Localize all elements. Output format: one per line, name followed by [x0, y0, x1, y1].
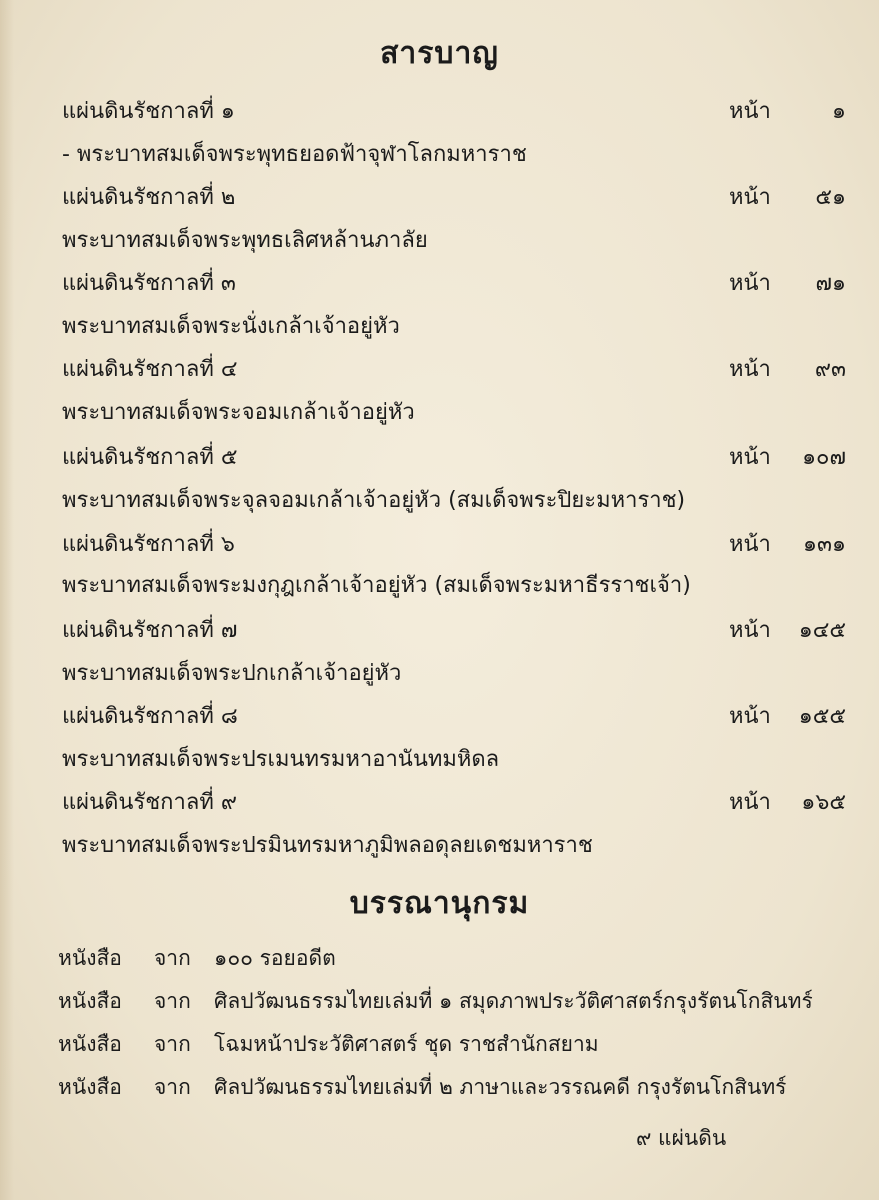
page-number: ๑๓๑ — [803, 532, 846, 557]
page-word: หน้า — [729, 271, 771, 296]
page-number: ๑๕๕ — [798, 704, 846, 729]
source-label: หนังสือ — [58, 1032, 122, 1056]
bibliography-title: บรรณานุกรม — [349, 886, 530, 921]
toc-entry-reign-5 — [62, 438, 846, 478]
page-word: หน้า — [729, 790, 771, 815]
page-number: ๙๓ — [814, 357, 846, 382]
king-name-3: พระบาทสมเด็จพระนั่งเกล้าเจ้าอยู่หัว — [62, 314, 400, 339]
from-label: จาก — [154, 946, 191, 970]
king-name-8: พระบาทสมเด็จพระปรเมนทรมหาอานันทมหิดล — [62, 747, 500, 772]
reign-label: แผ่นดินรัชกาลที่ ๗ — [62, 618, 238, 643]
page-word: หน้า — [729, 445, 771, 470]
toc-entry-reign-3 — [62, 264, 846, 304]
page-number: ๗๑ — [815, 271, 846, 296]
from-label: จาก — [154, 1075, 191, 1099]
bibliography-entry-2 — [58, 981, 858, 1021]
bibliography-entry-1 — [58, 938, 858, 978]
page-number: ๑ — [832, 99, 846, 124]
toc-entry-reign-7 — [62, 611, 846, 651]
bibliography-entry-4 — [58, 1067, 858, 1107]
from-label: จาก — [154, 1032, 191, 1056]
page-word: หน้า — [729, 532, 771, 557]
king-name-9: พระบาทสมเด็จพระปรมินทรมหาภูมิพลอดุลยเดชมหาราช — [62, 833, 593, 858]
page-edge-shadow — [0, 0, 14, 1200]
page-word: หน้า — [729, 704, 771, 729]
source-label: หนังสือ — [58, 989, 122, 1013]
page-word: หน้า — [729, 99, 771, 124]
bibliography-entry-3 — [58, 1024, 858, 1064]
from-label: จาก — [154, 989, 191, 1013]
toc-title: สารบาญ — [380, 36, 499, 71]
toc-entry-reign-2 — [62, 178, 846, 218]
toc-entry-reign-8 — [62, 697, 846, 737]
page-footer: ๙ แผ่นดิน — [636, 1126, 727, 1150]
king-name-4: พระบาทสมเด็จพระจอมเกล้าเจ้าอยู่หัว — [62, 400, 415, 425]
page-word: หน้า — [729, 185, 771, 210]
reign-label: แผ่นดินรัชกาลที่ ๖ — [62, 532, 235, 557]
reign-label: แผ่นดินรัชกาลที่ ๓ — [62, 271, 236, 296]
book-title: ๑๐๐ รอยอดีต — [214, 946, 336, 970]
page-number: ๕๑ — [815, 185, 846, 210]
source-label: หนังสือ — [58, 946, 122, 970]
page-word: หน้า — [729, 357, 771, 382]
king-name-7: พระบาทสมเด็จพระปกเกล้าเจ้าอยู่หัว — [62, 661, 402, 686]
page-number: ๑๐๗ — [802, 445, 846, 470]
book-title: ศิลปวัฒนธรรมไทยเล่มที่ ๒ ภาษาและวรรณคดี กรุงรัตนโกสินทร์ — [214, 1075, 787, 1099]
page-number: ๑๔๕ — [798, 618, 846, 643]
toc-entry-reign-1 — [62, 92, 846, 132]
reign-label: แผ่นดินรัชกาลที่ ๙ — [62, 790, 237, 815]
king-name-2: พระบาทสมเด็จพระพุทธเลิศหล้านภาลัย — [62, 228, 428, 253]
source-label: หนังสือ — [58, 1075, 122, 1099]
reign-label: แผ่นดินรัชกาลที่ ๔ — [62, 357, 238, 382]
reign-label: แผ่นดินรัชกาลที่ ๑ — [62, 99, 235, 124]
toc-entry-reign-6 — [62, 525, 846, 565]
reign-label: แผ่นดินรัชกาลที่ ๒ — [62, 185, 236, 210]
king-name-1: - พระบาทสมเด็จพระพุทธยอดฟ้าจุฬาโลกมหาราช — [62, 142, 527, 167]
toc-entry-reign-9 — [62, 783, 846, 823]
book-title: โฉมหน้าประวัติศาสตร์ ชุด ราชสำนักสยาม — [214, 1032, 599, 1056]
reign-label: แผ่นดินรัชกาลที่ ๕ — [62, 445, 238, 470]
toc-entry-reign-4 — [62, 350, 846, 390]
page-word: หน้า — [729, 618, 771, 643]
king-name-6: พระบาทสมเด็จพระมงกุฎเกล้าเจ้าอยู่หัว (สมเด็จพระมหาธีรราชเจ้า) — [62, 573, 691, 598]
page-number: ๑๖๕ — [801, 790, 846, 815]
reign-label: แผ่นดินรัชกาลที่ ๘ — [62, 704, 238, 729]
book-title: ศิลปวัฒนธรรมไทยเล่มที่ ๑ สมุดภาพประวัติศาสตร์กรุงรัตนโกสินทร์ — [214, 989, 813, 1013]
king-name-5: พระบาทสมเด็จพระจุลจอมเกล้าเจ้าอยู่หัว (สมเด็จพระปิยะมหาราช) — [62, 488, 686, 513]
